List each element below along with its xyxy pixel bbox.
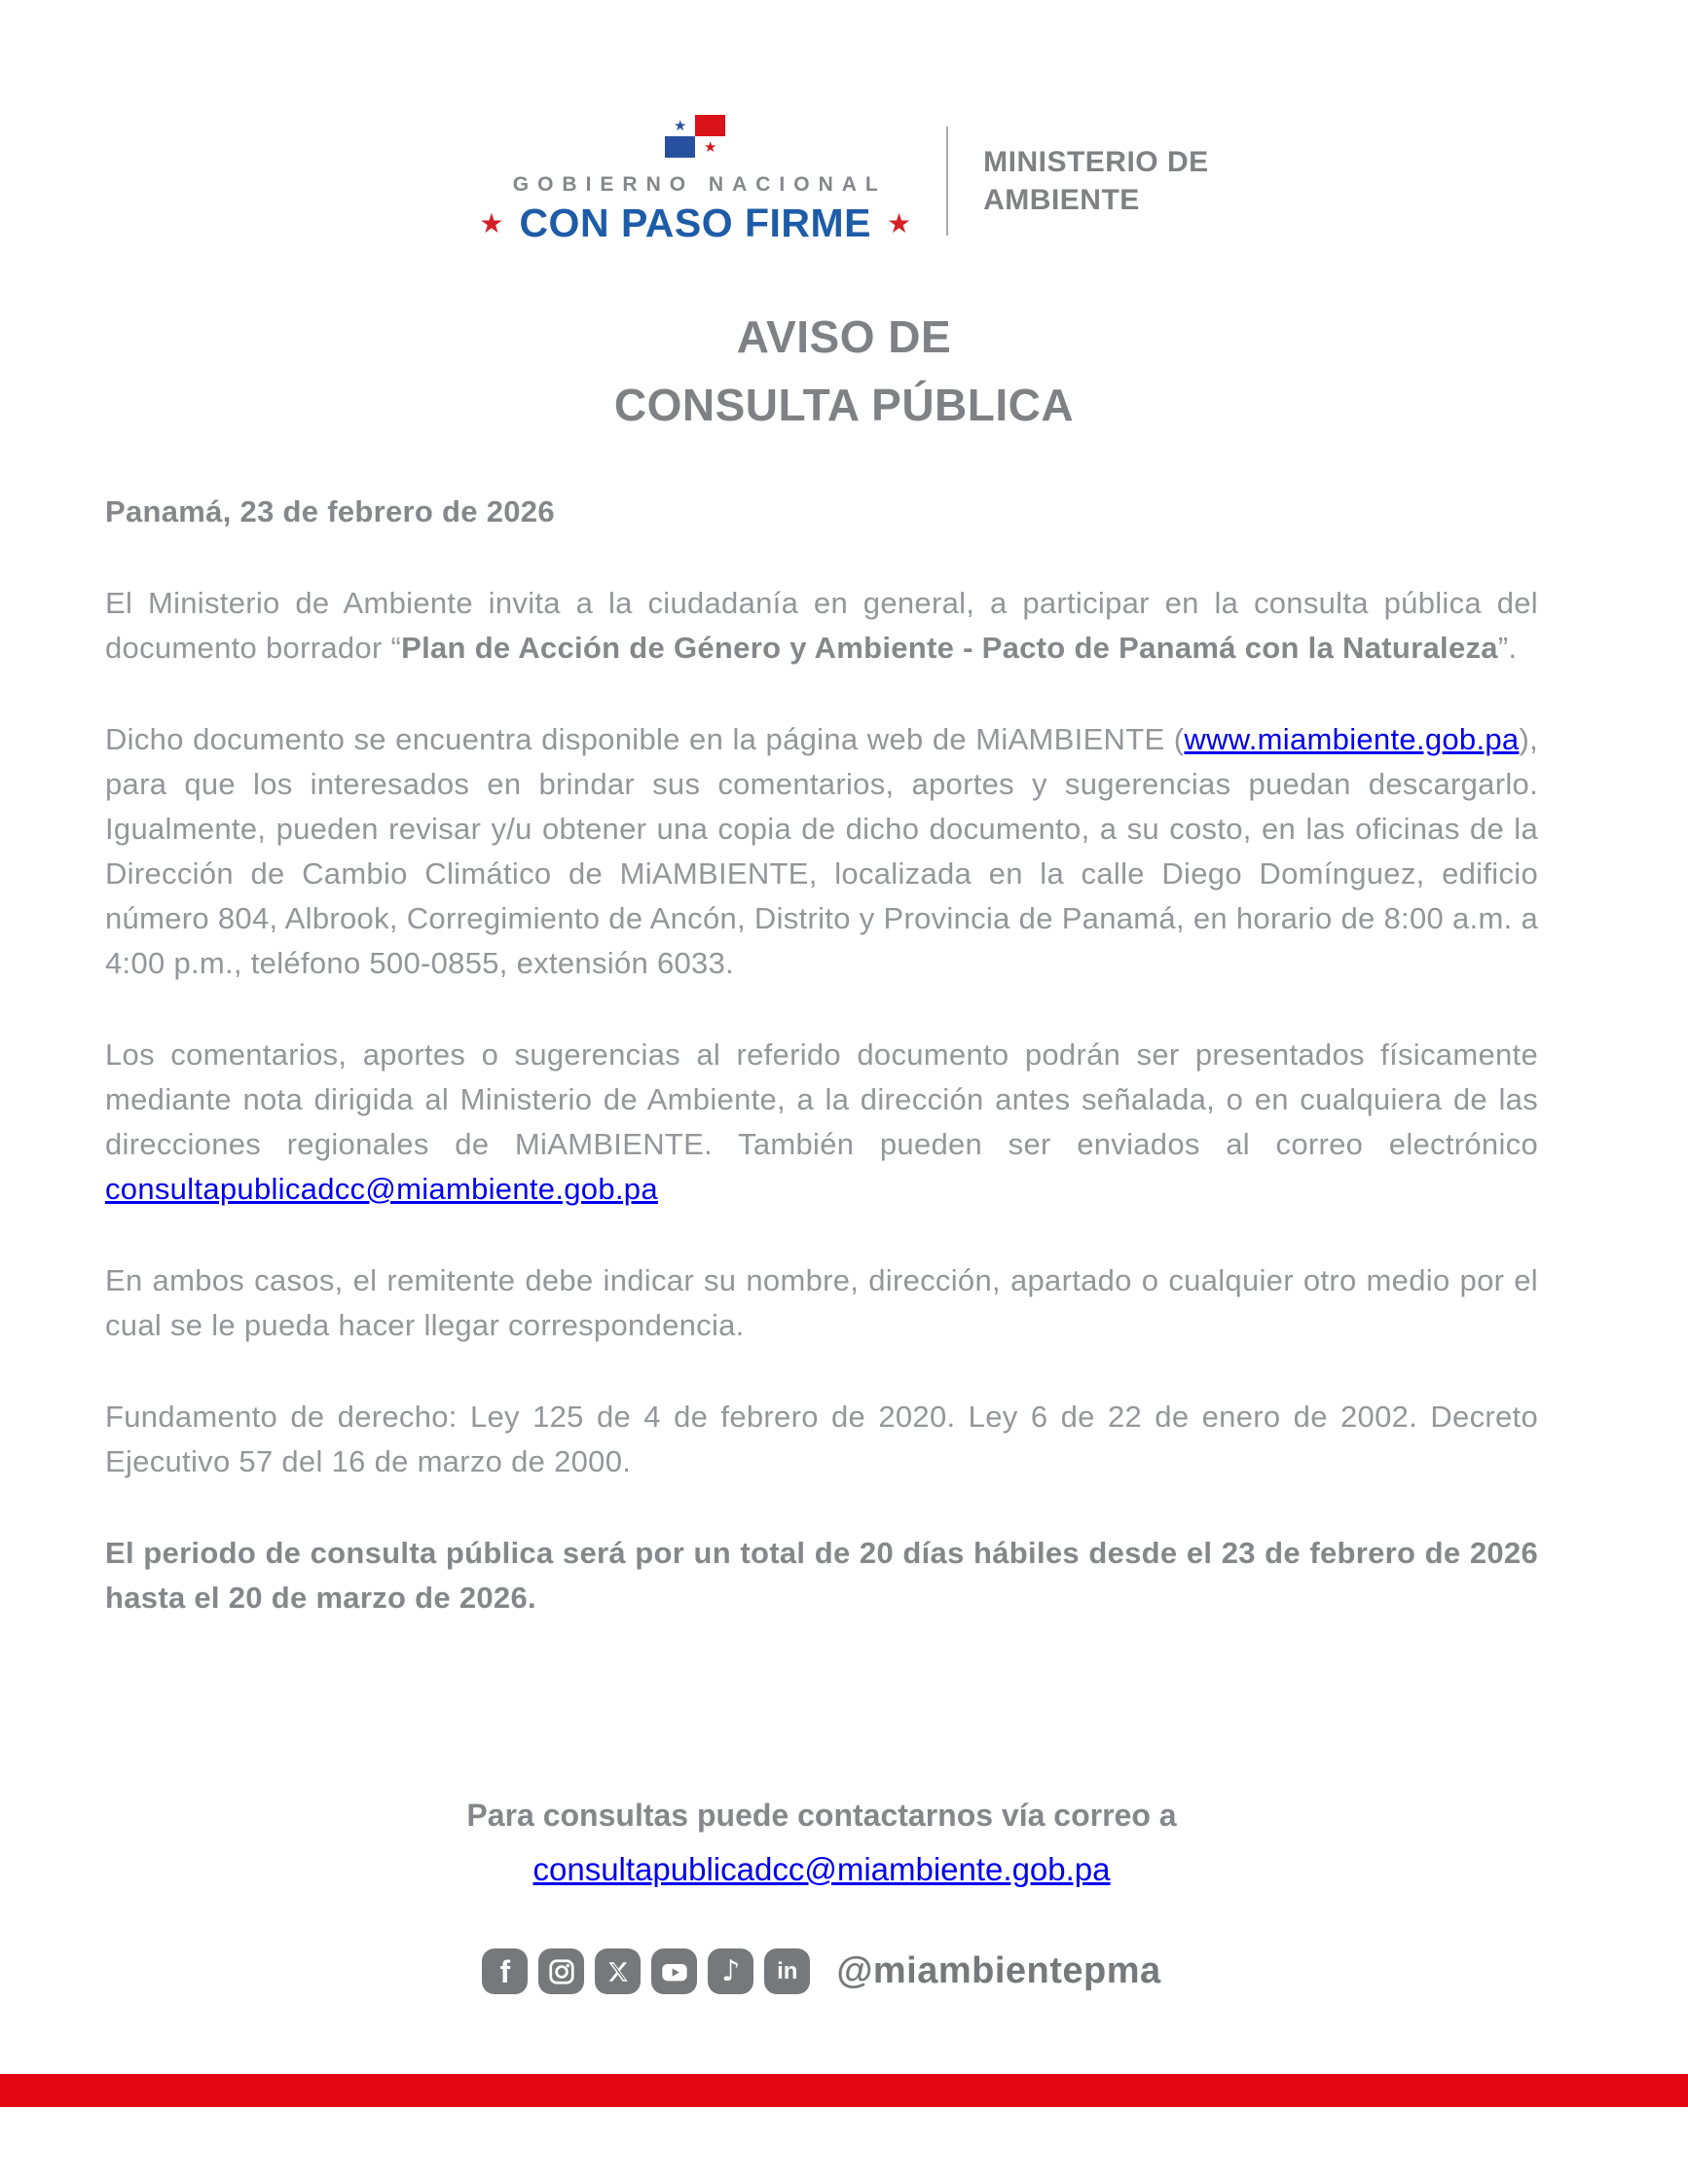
date-line: Panamá, 23 de febrero de 2026 (105, 494, 555, 528)
paragraph-sender-info: En ambos casos, el remitente debe indicar su nombre, dirección, apartado o cualquier otro medio por el cual se le pueda hacer llegar correspondencia. (105, 1263, 1538, 1342)
footer-email-link[interactable]: consultapublicadcc@miambiente.gob.pa (532, 1851, 1111, 1887)
footer-contact-line: Para consultas puede contactarnos vía correo a (466, 1798, 1177, 1833)
social-handle: @miambientepma (836, 1950, 1161, 1991)
con-paso-firme-label: CON PASO FIRME (519, 200, 872, 245)
flag-blue-star-icon: ★ (674, 116, 687, 134)
page-title (0, 303, 1688, 439)
flag-quadrant (665, 115, 695, 136)
flag-quadrant (665, 136, 695, 158)
youtube-icon (651, 1948, 697, 1994)
ministry-name (983, 143, 1209, 219)
paragraph-period-bold: El periodo de consulta pública será por un total de 20 días hábiles desde el 23 de febrero de 2026 hasta el 20 de marzo de 2026. (105, 1536, 1538, 1615)
ministry-line1: MINISTERIO DE (983, 145, 1209, 178)
header-logo (0, 0, 1688, 246)
bottom-red-bar (0, 2074, 1688, 2107)
flag-quadrant (695, 136, 725, 158)
page-title-line2: CONSULTA PÚBLICA (613, 380, 1075, 430)
paragraph-text: El Ministerio de Ambiente invita a la ciudadanía en general, a participar en la consulta pública del documento borrador “ (105, 586, 1538, 665)
tiktok-icon: ♪ (708, 1948, 753, 1994)
x-icon (595, 1948, 641, 1994)
document-name-bold: Plan de Acción de Género y Ambiente - Pacto de Panamá con la Naturaleza (401, 631, 1498, 665)
star-icon: ★ (479, 206, 504, 239)
website-link[interactable]: www.miambiente.gob.pa (1184, 722, 1520, 756)
document-body (105, 490, 1538, 1620)
instagram-icon (538, 1948, 584, 1994)
paragraph-availability (105, 717, 1538, 986)
paragraph-text: ”. (1497, 631, 1518, 665)
facebook-icon: f (482, 1948, 528, 1994)
paragraph-comments (105, 1033, 1538, 1212)
email-link[interactable]: consultapublicadcc@miambiente.gob.pa (105, 1172, 658, 1206)
logo-divider (946, 127, 948, 236)
ministry-line2: AMBIENTE (983, 183, 1140, 216)
panama-flag-icon (665, 115, 725, 158)
social-media-row (105, 1948, 1538, 1994)
flag-quadrant (695, 115, 725, 136)
paragraph-legal-basis: Fundamento de derecho: Ley 125 de 4 de febrero de 2020. Ley 6 de 22 de enero de 2002. Decreto Ejecutivo 57 del 16 de marzo de 2000. (105, 1400, 1538, 1478)
paragraph-invitation (105, 581, 1538, 671)
page-title-line1: AVISO DE (736, 311, 952, 362)
slogan-row (479, 200, 911, 246)
star-icon: ★ (887, 206, 912, 239)
paragraph-text: Los comentarios, aportes o sugerencias al referido documento podrán ser presentados físicamente mediante nota dirigida al Ministerio de Ambiente, a la dirección antes señalada, o en cualquiera de las direcciones regionales de MiAMBIENTE. También pueden ser enviados al correo electrónico (105, 1037, 1538, 1161)
gobierno-logo (479, 115, 911, 246)
footer-contact (105, 1794, 1538, 1891)
paragraph-text: Dicho documento se encuentra disponible en la página web de MiAMBIENTE ( (105, 722, 1185, 756)
flag-red-star-icon: ★ (704, 137, 717, 156)
paragraph-text: ), para que los interesados en brindar sus comentarios, aportes y sugerencias puedan descargarlo. Igualmente, pueden revisar y/u obtener una copia de dicho documento, a su costo, en las oficinas de la Dirección de Cambio Climático de MiAMBIENTE, localizada en la calle Diego Domínguez, edificio número 804, Albrook, Corregimiento de Ancón, Distrito y Provincia de Panamá, en horario de 8:00 a.m. a 4:00 p.m., teléfono 500-0855, extensión 6033. (105, 722, 1538, 980)
gobierno-nacional-label: GOBIERNO NACIONAL (512, 173, 887, 196)
linkedin-icon: in (764, 1948, 810, 1994)
